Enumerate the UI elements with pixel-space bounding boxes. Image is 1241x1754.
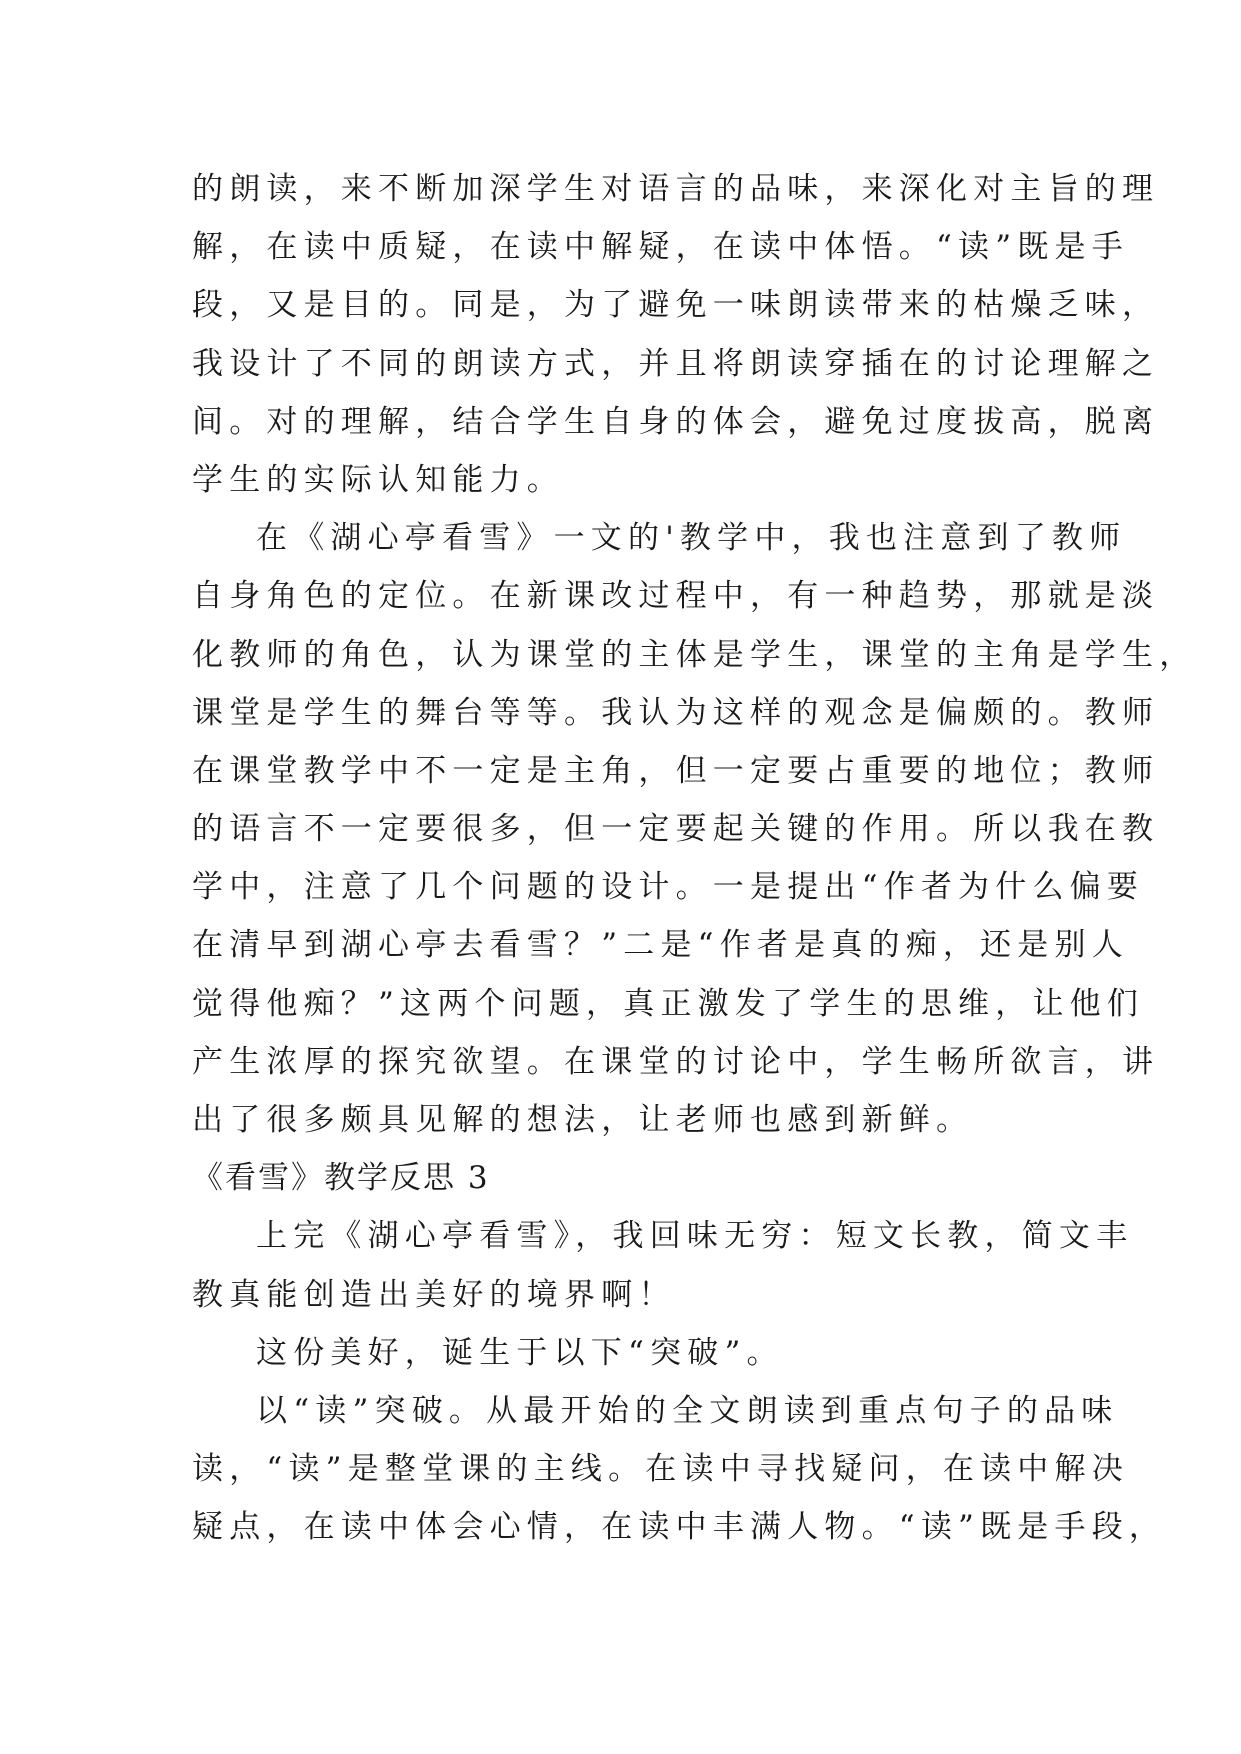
text-line: 上完《湖心亭看雪》，我回味无穷：短文长教，简文丰 [256,1218,1134,1255]
text-line: 在课堂教学中不一定是主角，但一定要占重要的地位；教师 [192,752,1160,789]
text-line: 自身角色的定位。在新课改过程中，有一种趋势，那就是淡 [192,578,1160,615]
text-line: 的朗读，来不断加深学生对语言的品味，来深化对主旨的理 [192,171,1160,207]
text-line: 以“读”突破。从最开始的全文朗读到重点句子的品味 [256,1392,1119,1429]
text-line: 学生的实际认知能力。 [192,461,564,498]
document-body [192,160,1197,1557]
text-line: 觉得他痴？”这两个问题，真正激发了学生的思维，让他们 [192,985,1145,1022]
text-line: 这份美好，诞生于以下“突破”。 [256,1334,784,1371]
text-line: 课堂是学生的舞台等等。我认为这样的观念是偏颇的。教师 [192,694,1160,731]
text-line: 解，在读中质疑，在读中解疑，在读中体悟。“读”既是手 [192,229,1129,266]
text-line: 产生浓厚的探究欲望。在课堂的讨论中，学生畅所欲言，讲 [192,1043,1160,1080]
text-line: 在《湖心亭看雪》一文的'教学中，我也注意到了教师 [256,520,1127,557]
text-line: 学中，注意了几个问题的设计。一是提出“作者为什么偏要 [192,869,1145,906]
section-heading: 《看雪》教学反思 3 [192,1160,490,1197]
text-line: 我设计了不同的朗读方式，并且将朗读穿插在的讨论理解之 [192,345,1160,382]
text-line: 的语言不一定要很多，但一定要起关键的作用。所以我在教 [192,811,1160,848]
text-line: 出了很多颇具见解的想法，让老师也感到新鲜。 [192,1102,974,1138]
text-line: 段，又是目的。同是，为了避免一味朗读带来的枯燥乏味， [192,287,1160,324]
text-line: 疑点，在读中体会心情，在读中丰满人物。“读”既是手段， [192,1509,1167,1546]
text-line: 化教师的角色，认为课堂的主体是学生，课堂的主角是学生， [192,636,1197,673]
text-line: 间。对的理解，结合学生自身的体会，避免过度拔高，脱离 [192,403,1160,440]
text-line: 在清早到湖心亭去看雪？”二是“作者是真的痴，还是别人 [192,927,1129,964]
text-line: 读，“读”是整堂课的主线。在读中寻找疑问，在读中解决 [192,1451,1129,1488]
text-line: 教真能创造出美好的境界啊！ [192,1276,676,1313]
